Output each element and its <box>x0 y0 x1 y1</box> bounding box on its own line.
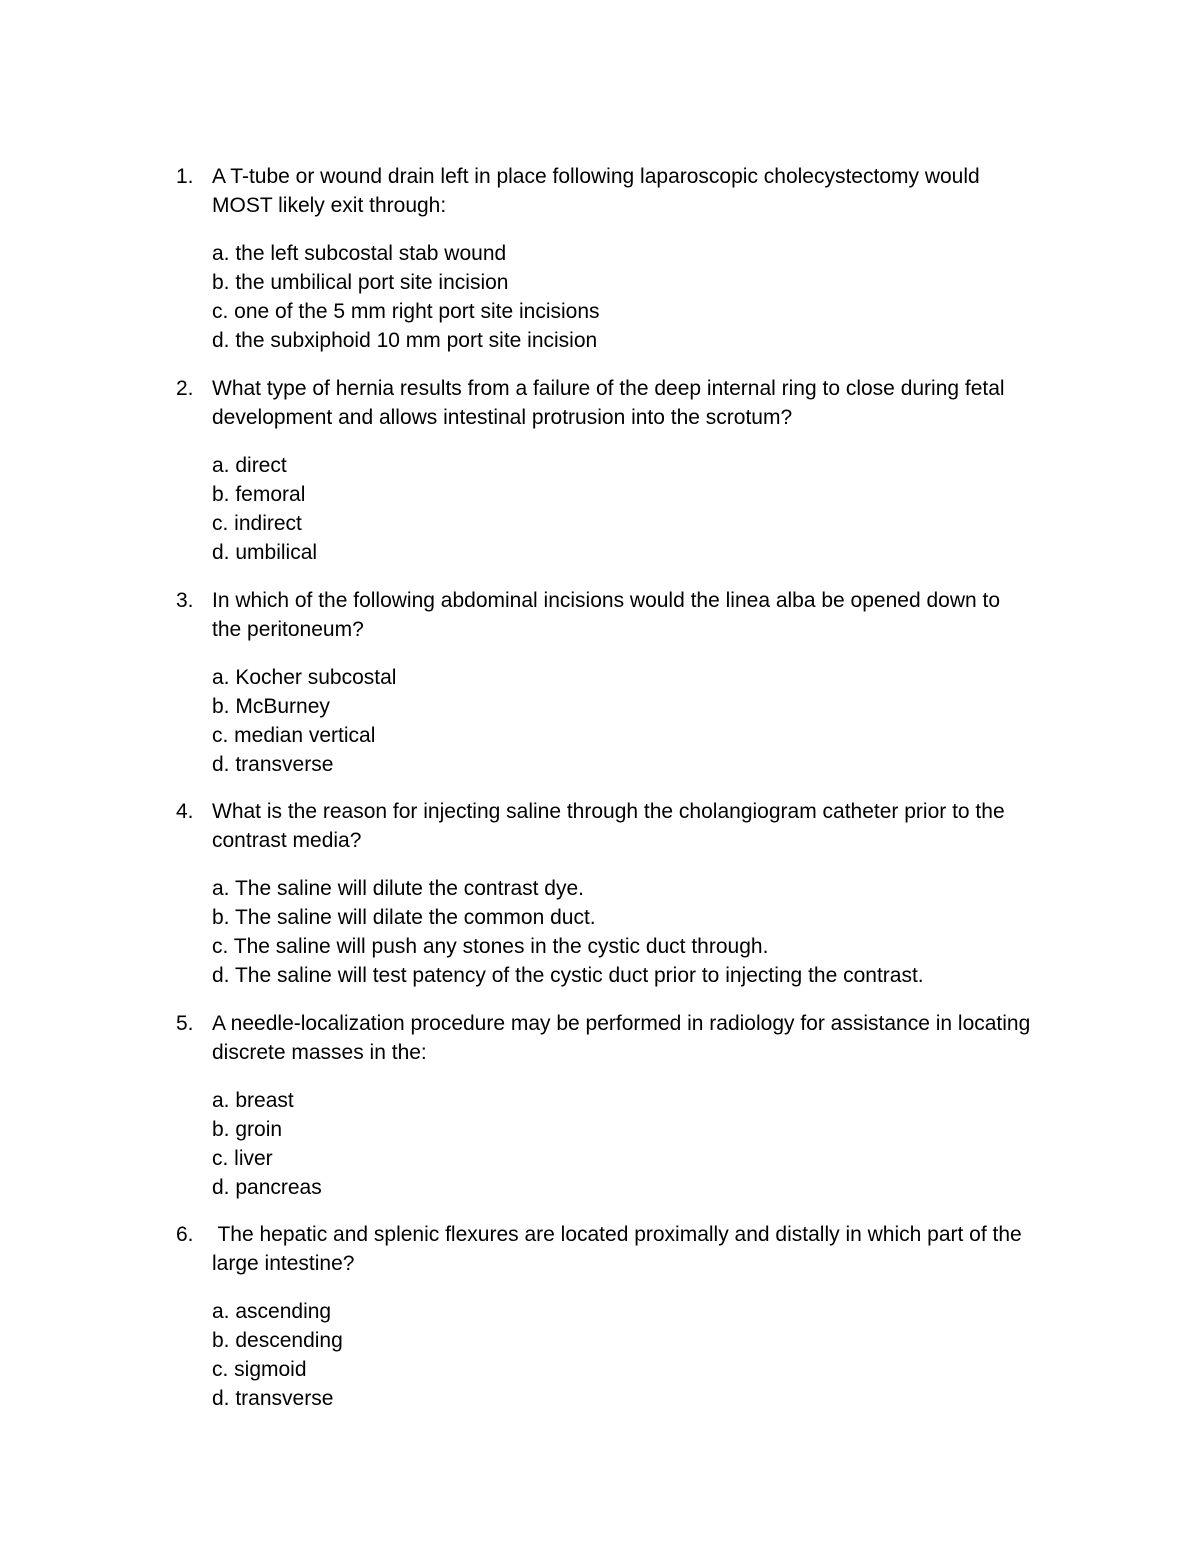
answer-choice: a. The saline will dilute the contrast dye. <box>212 877 584 900</box>
answer-choices <box>212 1086 322 1202</box>
answer-choice: b. descending <box>212 1329 343 1352</box>
question-line: the peritoneum? <box>212 618 364 641</box>
question-line: A T-tube or wound drain left in place following laparoscopic cholecystectomy would <box>212 165 980 188</box>
question-text <box>212 1009 1072 1067</box>
question-number: 5. <box>176 1012 194 1035</box>
question-line: A needle-localization procedure may be performed in radiology for assistance in locating <box>212 1012 1031 1035</box>
answer-choice: a. direct <box>212 454 287 477</box>
answer-choice: b. McBurney <box>212 695 330 718</box>
question-number: 1. <box>176 165 194 188</box>
answer-choice: b. femoral <box>212 483 306 506</box>
answer-choice: c. indirect <box>212 512 302 535</box>
answer-choice: d. the subxiphoid 10 mm port site incision <box>212 329 598 352</box>
answer-choice: d. transverse <box>212 753 334 776</box>
question-number: 3. <box>176 589 194 612</box>
answer-choice: c. The saline will push any stones in the cystic duct through. <box>212 935 769 958</box>
answer-choice: d. The saline will test patency of the cystic duct prior to injecting the contrast. <box>212 964 924 987</box>
answer-choice: c. liver <box>212 1147 273 1170</box>
answer-choices <box>212 451 317 567</box>
question-number: 4. <box>176 800 194 823</box>
question-line: The hepatic and splenic flexures are located proximally and distally in which part of the <box>212 1223 1022 1246</box>
question-line: discrete masses in the: <box>212 1041 427 1064</box>
answer-choice: c. median vertical <box>212 724 376 747</box>
question-number: 6. <box>176 1223 194 1246</box>
question-line: What type of hernia results from a failure of the deep internal ring to close during fetal <box>212 377 1005 400</box>
question-line: In which of the following abdominal incisions would the linea alba be opened down to <box>212 589 1001 612</box>
answer-choice: b. the umbilical port site incision <box>212 271 509 294</box>
answer-choice: b. The saline will dilate the common duct. <box>212 906 596 929</box>
answer-choices <box>212 874 924 990</box>
answer-choice: d. transverse <box>212 1387 334 1410</box>
question-line: MOST likely exit through: <box>212 194 447 217</box>
answer-choice: a. ascending <box>212 1300 332 1323</box>
answer-choices <box>212 663 396 779</box>
question-text <box>212 586 1072 644</box>
question-line: development and allows intestinal protrusion into the scrotum? <box>212 406 793 429</box>
answer-choice: a. the left subcostal stab wound <box>212 242 507 265</box>
answer-choices <box>212 1297 343 1413</box>
question-text <box>212 374 1072 432</box>
question-text <box>212 797 1072 855</box>
answer-choice: d. pancreas <box>212 1176 322 1199</box>
question-line: contrast media? <box>212 829 362 852</box>
answer-choices <box>212 239 600 355</box>
question-number: 2. <box>176 377 194 400</box>
question-text <box>212 162 1072 220</box>
answer-choice: c. sigmoid <box>212 1358 307 1381</box>
question-line: large intestine? <box>212 1252 355 1275</box>
question-text <box>212 1220 1072 1278</box>
question-line: What is the reason for injecting saline through the cholangiogram catheter prior to the <box>212 800 1005 823</box>
answer-choice: a. Kocher subcostal <box>212 666 397 689</box>
answer-choice: d. umbilical <box>212 541 318 564</box>
answer-choice: b. groin <box>212 1118 283 1141</box>
answer-choice: c. one of the 5 mm right port site incisions <box>212 300 600 323</box>
answer-choice: a. breast <box>212 1089 294 1112</box>
